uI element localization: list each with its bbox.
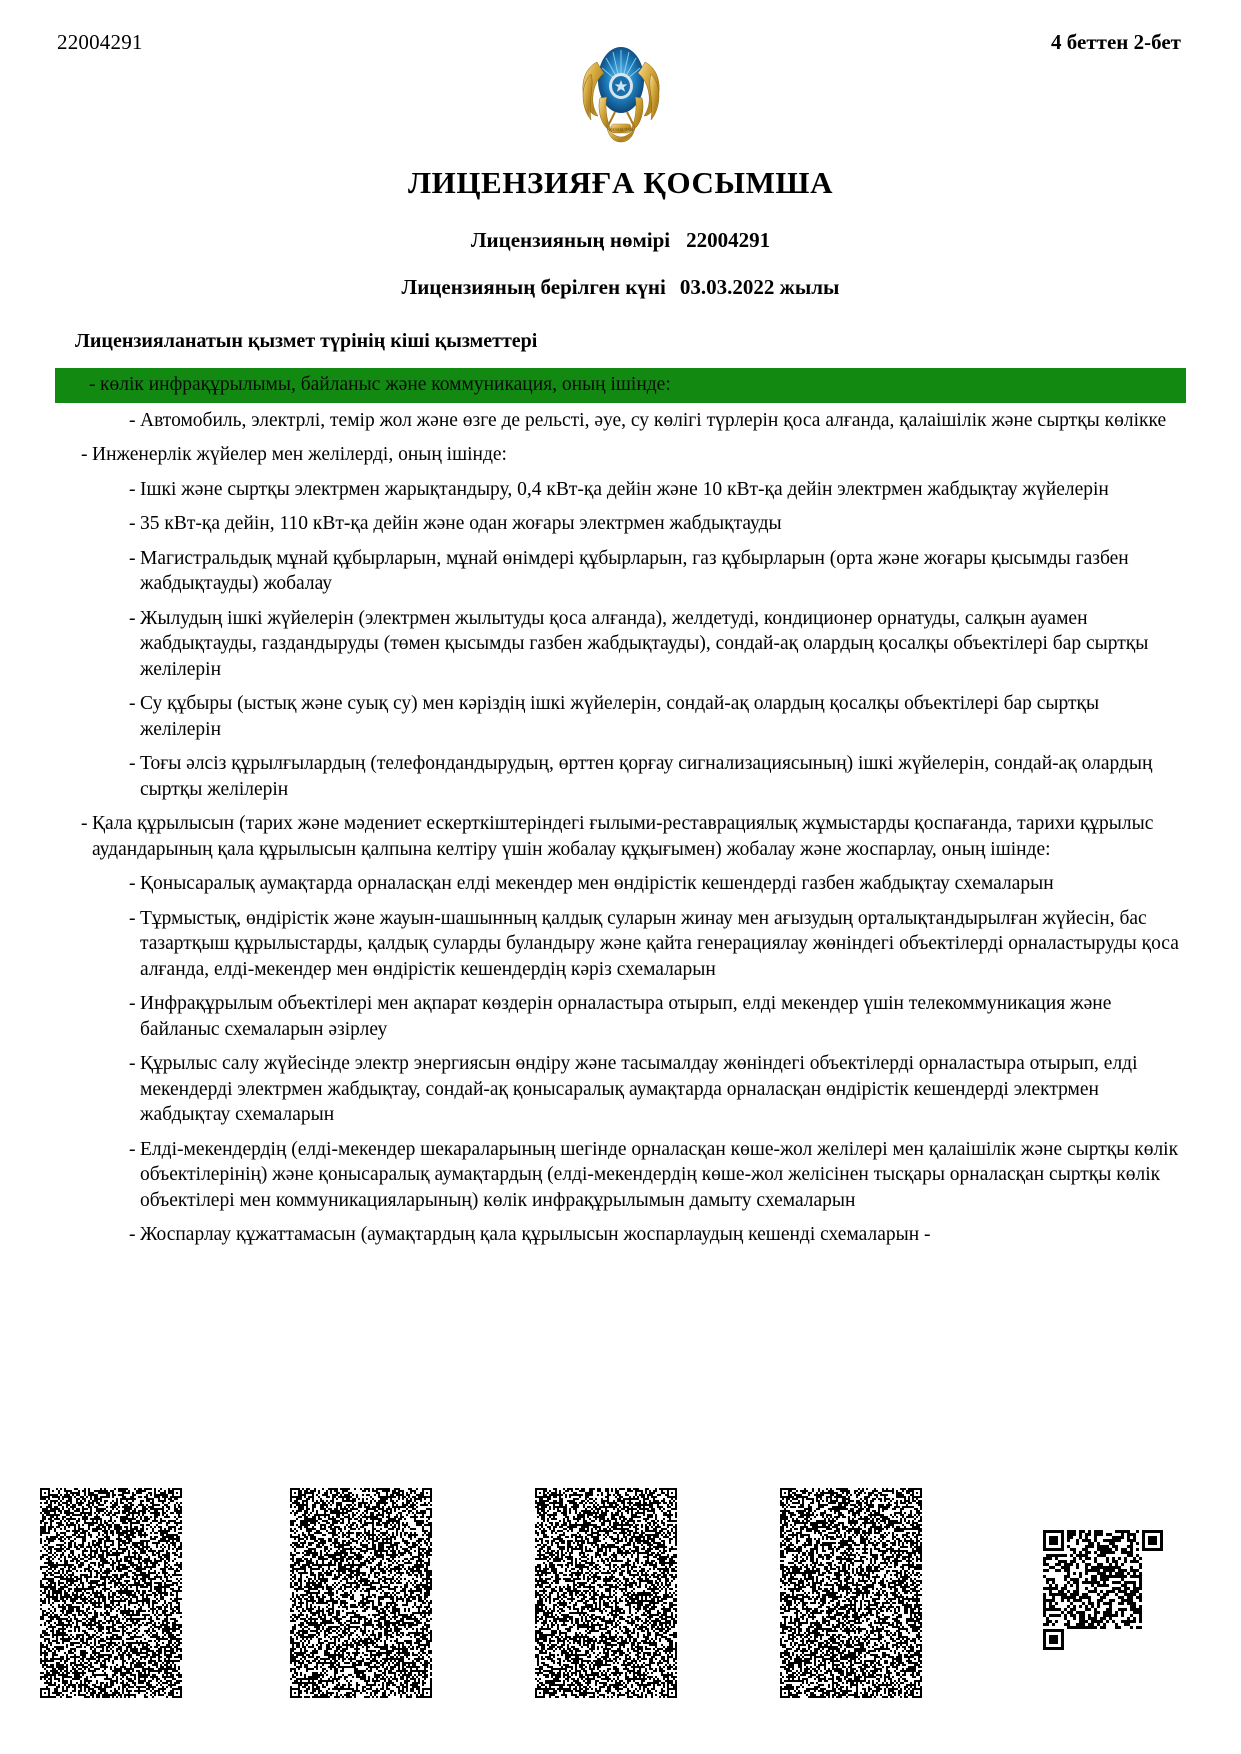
list-spacer (0, 598, 1241, 605)
list-item-text: - Тоғы әлсіз құрылғылардың (телефондандырудың, өрттен қорғау сигнализациясының) ішкі жүйелерін, сондай-ақ олардың сыртқы желілерін (140, 751, 1179, 802)
list-item-text: - көлік инфрақұрылымы, байланыс және коммуникация, оның ішінде: (100, 372, 1176, 398)
list-item (0, 905, 1241, 984)
list-item-text: - 35 кВт-қа дейін, 110 кВт-қа дейін және одан жоғары электрмен жабдықтауды (140, 511, 1179, 537)
barcode-4-icon (780, 1488, 922, 1698)
list-spacer (0, 503, 1241, 510)
license-number-line (0, 228, 1241, 253)
barcode-3-icon (535, 1488, 677, 1698)
list-item (0, 1136, 1241, 1215)
list-item-text: - Су құбыры (ыстық және суық су) мен кәріздің ішкі жүйелерін, сондай-ақ олардың қосалқы объектілері бар сыртқы желілерін (140, 691, 1179, 742)
list-item (0, 545, 1241, 598)
list-item-text: - Қала құрылысын (тарих және мәдениет ескерткіштеріндегі ғылыми-реставрациялық жұмыстарды қоспағанда, тарихи құрылыс аудандарының қала құрылысын қалпына келтіру үшін жобалау құқығымен) жобалау және жоспарлау, оның ішінде: (92, 811, 1171, 862)
list-item (0, 810, 1241, 863)
page-title: ЛИЦЕНЗИЯҒА ҚОСЫМША (407, 165, 834, 200)
kazakhstan-state-emblem-icon (573, 28, 669, 152)
barcode-strip (0, 1480, 1241, 1740)
list-item (0, 510, 1241, 538)
list-item-text: - Инфрақұрылым объектілері мен ақпарат көздерін орналастыра отырып, елді мекендер үшін телекоммуникация және байланыс схемаларын әзірлеу (140, 991, 1179, 1042)
list-item (0, 407, 1241, 435)
list-item-text: - Жоспарлау құжаттамасын (аумақтардың қала құрылысын жоспарлаудың кешенді схемаларын - (140, 1222, 1179, 1248)
list-item-text: - Тұрмыстық, өндірістік және жауын-шашынның қалдық суларын жинау мен ағызудың орталықтандырылған жүйесін, бас тазартқыш құрылыстарды, қалдық суларды буландыру және қайта генерациялау жөніндегі объектілерді орналастыруды қоса алғанда, елді-мекендер мен өндірістік кешендердің кәріз схемаларын (140, 906, 1179, 983)
list-item (0, 990, 1241, 1043)
list-item-text: - Магистральдық мұнай құбырларын, мұнай өнімдері құбырларын, газ құбырларын (орта және жоғары қысымды газбен жабдықтауды) жобалау (140, 546, 1179, 597)
license-date-label: Лицензияның берілген күні (401, 275, 666, 299)
list-item-text: - Жылудың ішкі жүйелерін (электрмен жылытуды қоса алғанда), желдетуді, кондиционер орнатуды, салқын ауамен жабдықтауды, газдандыруды (төмен қысымды газбен жабдықтауды), сондай-ақ олардың қосалқы объектілері бар сыртқы желілерін (140, 606, 1179, 683)
barcode-2-icon (290, 1488, 432, 1698)
emblem-container (0, 28, 1241, 152)
license-date-value: 03.03.2022 жылы (679, 275, 840, 299)
section-heading: Лицензияланатын қызмет түрінің кіші қызметтері (75, 330, 538, 352)
list-item (0, 750, 1241, 803)
list-item (0, 441, 1241, 469)
list-spacer (0, 683, 1241, 690)
subservices-list (0, 368, 1241, 1256)
list-spacer (0, 1214, 1241, 1221)
list-item-text: - Қонысаралық аумақтарда орналасқан елді мекендер мен өндірістік кешендерді газбен жабдықтау схемаларын (140, 871, 1179, 897)
list-spacer (0, 469, 1241, 476)
list-spacer (0, 1249, 1241, 1256)
list-item (0, 690, 1241, 743)
list-item (0, 870, 1241, 898)
license-number-label: Лицензияның нөмірі (470, 228, 671, 252)
list-item-text: - Инженерлік жүйелер мен желілерді, оның ішінде: (92, 442, 1171, 468)
barcode-1-icon (40, 1488, 182, 1698)
list-item-text: - Автомобиль, электрлі, темір жол және өзге де рельсті, әуе, су көлігі түрлерін қоса алғанда, қалаішілік және сыртқы көлікке (140, 408, 1179, 434)
list-spacer (0, 1043, 1241, 1050)
list-spacer (0, 983, 1241, 990)
list-item (0, 605, 1241, 684)
license-date-line (0, 275, 1241, 300)
license-number-value: 22004291 (686, 228, 771, 252)
list-spacer (0, 743, 1241, 750)
document-number: 22004291 (57, 30, 143, 54)
list-item-text: - Құрылыс салу жүйесінде электр энергиясын өндіру және тасымалдау жөніндегі объектілерді орналастыра отырып, елді мекендерді электрмен жабдықтау, сондай-ақ қонысаралық аумақтарда орналасқан өндірістік кешендерді электрмен жабдықтау схемаларын (140, 1051, 1179, 1128)
list-item (0, 1221, 1241, 1249)
list-spacer (0, 1129, 1241, 1136)
list-spacer (0, 863, 1241, 870)
list-spacer (0, 898, 1241, 905)
list-spacer (0, 434, 1241, 441)
page-indicator: 4 беттен 2-бет (1051, 30, 1181, 54)
list-item (55, 368, 1186, 403)
list-item (0, 1050, 1241, 1129)
list-spacer (0, 803, 1241, 810)
list-item-text: - Ішкі және сыртқы электрмен жарықтандыру, 0,4 кВт-қа дейін және 10 кВт-қа дейін электрмен жабдықтау жүйелерін (140, 477, 1179, 503)
barcode-5-icon (1043, 1530, 1163, 1650)
list-item (0, 476, 1241, 504)
list-spacer (0, 538, 1241, 545)
svg-text:ҚАЗАҚСТАН: ҚАЗАҚСТАН (608, 127, 633, 132)
list-item-text: - Елді-мекендердің (елді-мекендер шекараларының шегінде орналасқан көше-жол желілері мен қалаішілік және сыртқы көлік объектілерінің) және қонысаралық аумақтардың (елді-мекендердің көше-жол желісінен тысқары орналасқан сыртқы көлік объектілері мен коммуникацияларының) көлік инфрақұрылымын дамыту схемаларын (140, 1137, 1179, 1214)
